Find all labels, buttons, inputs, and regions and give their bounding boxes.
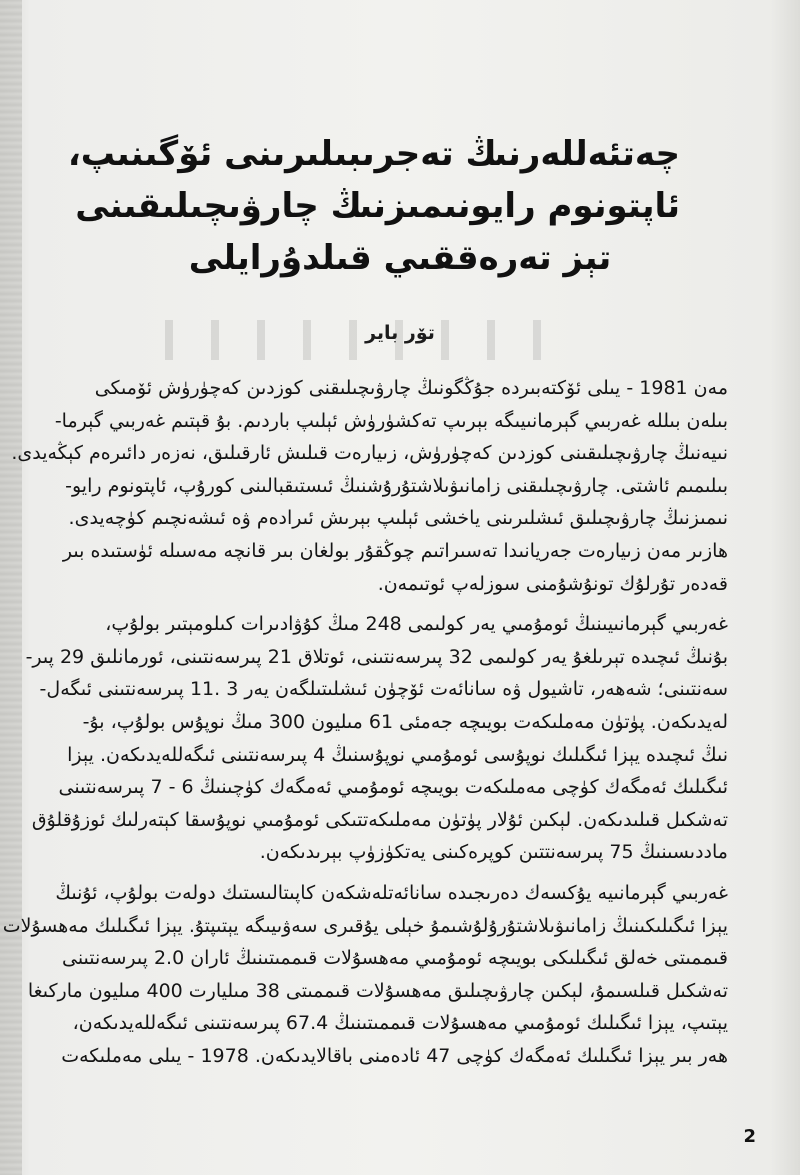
text-line: مەن 1981 - يىلى ئۆكتەبىردە جۇڭگونىڭ چارۋىچىلىقنى كوزدىن كەچۈرۈش ئۆمىكى xyxy=(94,377,728,399)
scan-edge-shadow xyxy=(0,0,22,1175)
paragraph xyxy=(25,608,768,869)
text-line: تەشكىل قىلىدىكەن. لېكىن ئۇلار پۈتۈن مەملىكەتتىكى ئومۇمىي نوپۇسقا كېتەرلىك ئوزۇقلۇق xyxy=(31,808,728,831)
text-line: نىيەنىڭ چارۋىچىلىقىنى كوزدىن كەچۈرۈش، زىيارەت قىلىش ئارقىلىق، نەزەر دائىرەم كېڭەيدى. xyxy=(11,442,728,465)
text-line: نىمىزنىڭ چارۋىچىلىق ئىشلىرىنى ياخشى ئېلىپ بېرىش ئىرادەم ۋە ئىشەنچىم كۈچەيدى. xyxy=(68,507,728,530)
text-line: يېتىپ، يېزا ئىگىلىك ئومۇمىي مەھسۇلات قىممىتىنىڭ 67.4 پىرسەنتىنى ئىگەللەيدىكەن، xyxy=(72,1012,728,1035)
article-title xyxy=(67,128,680,284)
text-line: غەربىي گېرمانىيىنىڭ ئومۇمىي يەر كولىمى 248 مىڭ كۇۋادىرات كىلومېتىر بولۇپ، xyxy=(105,613,728,636)
title-line: چەتئەللەرنىڭ تەجرىبىلىرىنى ئۆگىنىپ، xyxy=(67,134,680,174)
text-line: بىلەن بىللە غەربىي گېرمانىيىگە بېرىپ تەكشۈرۈش ئېلىپ باردىم. بۇ قېتىم غەربىي گېرما- xyxy=(54,409,728,432)
text-line: ئىگىلىك ئەمگەك كۈچى مەملىكەت بويىچە ئومۇمىي ئەمگەك كۈچىنىڭ 6 - 7 پىرسەنتىنى xyxy=(58,776,728,799)
article-body xyxy=(2,372,768,1072)
text-line: ھەر بىر يېزا ئىگىلىك ئەمگەك كۈچى 47 ئادەمنى باقالايدىكەن. 1978 - يىلى مەملىكەت xyxy=(61,1044,728,1067)
paragraph xyxy=(2,877,768,1073)
text-line: نىڭ ئىچىدە يېزا ئىگىلىك نوپۇسى ئومۇمىي نوپۇسنىڭ 4 پىرسەنتىنى ئىگەللەيدىكەن. يېزا xyxy=(67,743,728,766)
text-line: بۇنىڭ ئىچىدە تېرىلغۇ يەر كولىمى 32 پىرسەنتىنى، ئوتلاق 21 پىرسەنتىنى، ئورمانلىق 29 پىر- xyxy=(25,645,728,668)
title-line: ئاپتونوم رايونىمىزنىڭ چارۋىچىلىقىنى xyxy=(75,186,680,226)
author-name: تۆر باير xyxy=(365,322,435,344)
text-line: لەيدىكەن. پۈتۈن مەملىكەت بويىچە جەمئى 61 مىليون 300 مىڭ نوپۇس بولۇپ، بۇ- xyxy=(82,710,728,733)
text-line: سەنتىنى؛ شەھەر، تاشيول ۋە سانائەت ئۆچۈن ئىشلىتىلگەن يەر 3 .11 پىرسەنتىنى ئىگەل- xyxy=(39,678,728,701)
text-line: يېزا ئىگىلىكىنىڭ زامانىۋىلاشتۇرۇلۇشىمۇ خېلى يۇقىرى سەۋىيىگە يېتىپتۇ. يېزا ئىگىلىك مەھسۇلات xyxy=(2,914,728,937)
text-line: غەربىي گېرمانىيە يۇكسەك دەرىجىدە سانائەتلەشكەن كاپىتالىستىك دولەت بولۇپ، ئۇنىڭ xyxy=(55,881,728,904)
title-line: تېز تەرەققىي قىلدۇرايلى xyxy=(188,238,612,278)
text-line: قەدەر تۇرلۇك تونۇشۇمنى سوزلەپ ئوتىمەن. xyxy=(377,572,728,595)
text-line: تەشكىل قىلسىمۇ، لېكىن چارۋىچىلىق مەھسۇلات قىممىتى 38 مىليارت 400 مىليون ماركىغا xyxy=(27,979,728,1002)
paragraph xyxy=(11,372,768,600)
text-line: ھازىر مەن زىيارەت جەريانىدا تەسىراتىم چوڭقۇر بولغان بىر قانچە مەسىلە ئۈستىدە بىر xyxy=(62,539,728,562)
text-line: ماددىسىنىڭ 75 پىرسەنتتىن كوپرەكىنى يەتكۈزۈپ بېرىدىكەن. xyxy=(259,841,728,864)
text-line: بىلىمىم ئاشتى. چارۋىچىلىقنى زامانىۋىلاشتۇرۇشنىڭ ئىستىقبالىنى كورۇپ، ئاپتونوم رايو- xyxy=(65,474,728,497)
page-number: 2 xyxy=(743,1126,756,1147)
text-line: قىممىتى خەلق ئىگىلىكى بويىچە ئومۇمىي مەھسۇلات قىممىتىنىڭ ئاران 2.0 پىرسەنتىنى xyxy=(61,947,728,970)
